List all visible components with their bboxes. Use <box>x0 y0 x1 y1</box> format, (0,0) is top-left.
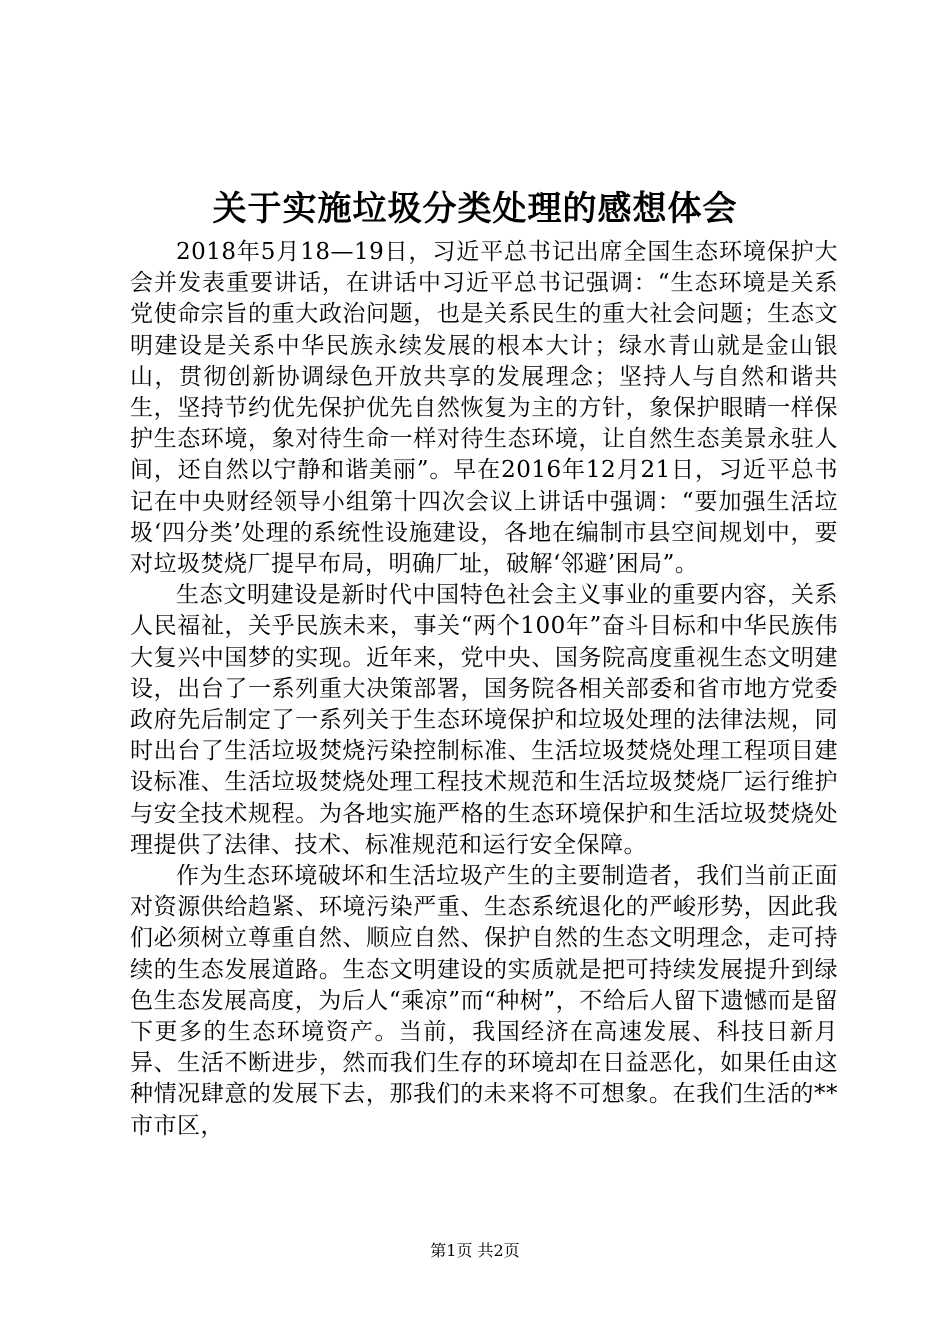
body-paragraph: 作为生态环境破坏和生活垃圾产生的主要制造者，我们当前正面对资源供给趋紧、环境污染严重、生态系统退化的严峻形势，因此我们必须树立尊重自然、顺应自然、保护自然的生态文明理念，走可持续的生态发展道路。生态文明建设的实质就是把可持续发展提升到绿色生态发展高度，为后人“乘凉”而“种树”，不给后人留下遗憾而是留下更多的生态环境资产。当前，我国经济在高速发展、科技日新月异、生活不断进步，然而我们生存的环境却在日益恶化，如果任由这种情况肆意的发展下去，那我们的未来将不可想象。在我们生活的**市市区， <box>130 863 838 1139</box>
page-footer: 第1页 共2页 <box>430 1241 520 1260</box>
body-paragraph: 2018年5月18—19日，习近平总书记出席全国生态环境保护大会并发表重要讲话，在讲话中习近平总书记强调：“生态环境是关系党使命宗旨的重大政治问题，也是关系民生的重大社会问题；生态文明建设是关系中华民族永续发展的根本大计；绿水青山就是金山银山，贯彻创新协调绿色开放共享的发展理念；坚持人与自然和谐共生，坚持节约优先保护优先自然恢复为主的方针，象保护眼睛一样保护生态环境，象对待生命一样对待生态环境，让自然生态美景永驻人间，还自然以宁静和谐美丽”。早在2016年12月21日，习近平总书记在中央财经领导小组第十四次会议上讲话中强调：“要加强生活垃圾‘四分类’处理的系统性设施建设，各地在编制市县空间规划中，要对垃圾焚烧厂提早布局，明确厂址，破解‘邻避’困局”。 <box>130 239 838 578</box>
body-paragraph: 生态文明建设是新时代中国特色社会主义事业的重要内容，关系人民福祉，关乎民族未来，事关“两个100年”奋斗目标和中华民族伟大复兴中国梦的实现。近年来，党中央、国务院高度重视生态文明建设，出台了一系列重大决策部署，国务院各相关部委和省市地方党委政府先后制定了一系列关于生态环境保护和垃圾处理的法律法规，同时出台了生活垃圾焚烧污染控制标准、生活垃圾焚烧处理工程项目建设标准、生活垃圾焚烧处理工程技术规范和生活垃圾焚烧厂运行维护与安全技术规程。为各地实施严格的生态环境保护和生活垃圾焚烧处理提供了法律、技术、标准规范和运行安全保障。 <box>130 582 838 858</box>
document-title: 关于实施垃圾分类处理的感想体会 <box>212 189 738 229</box>
document-body <box>130 237 838 1142</box>
